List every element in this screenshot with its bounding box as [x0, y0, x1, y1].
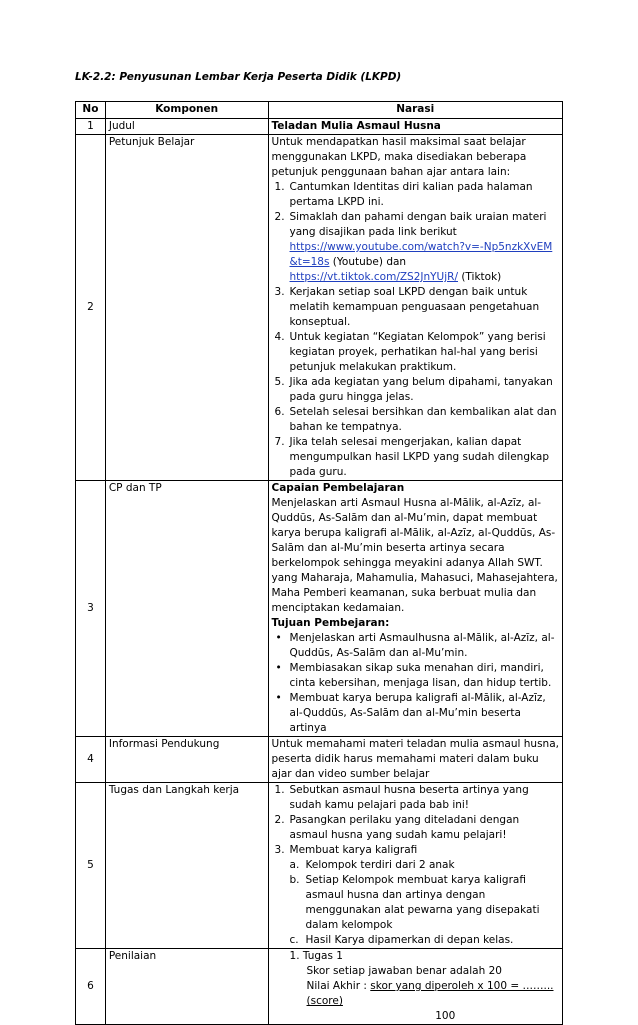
list-marker: 7.: [274, 436, 285, 448]
row-narasi: [268, 481, 562, 737]
list-item: [272, 631, 559, 661]
tp-list: [272, 631, 559, 736]
list-marker: 1.: [274, 181, 285, 193]
tiktok-suffix: (Tiktok): [458, 271, 502, 283]
list-item: [272, 783, 559, 813]
table-header-row: [76, 102, 563, 119]
list-marker: 3.: [274, 844, 285, 856]
petunjuk-intro: Untuk mendapatkan hasil maksimal saat belajar menggunakan LKPD, maka disediakan beberapa petunjuk penggunaan bahan ajar antara lain:: [271, 136, 527, 178]
header-komponen: Komponen: [105, 102, 268, 119]
list-item: [272, 405, 559, 435]
list-marker: 4.: [274, 331, 285, 343]
list-marker: 5.: [274, 376, 285, 388]
list-item: [272, 661, 559, 691]
list-item-text: Setelah selesai bersihkan dan kembalikan alat dan bahan ke tempatnya.: [289, 406, 557, 433]
table-row: [76, 135, 563, 481]
list-item-text: Membuat karya berupa kaligrafi al-Mālik, al-Azīz, al-Quddūs, As-Salām dan al-Mu’min beserta artinya: [289, 692, 546, 734]
document-page: [75, 70, 563, 1025]
table-row: [76, 949, 563, 1025]
list-item: [290, 858, 559, 873]
list-item: [272, 180, 559, 210]
bullet-marker: •: [275, 662, 282, 674]
row-narasi: Teladan Mulia Asmaul Husna: [268, 119, 562, 135]
skor-text: Skor setiap jawaban benar adalah 20: [306, 965, 502, 977]
list-item: [272, 813, 559, 843]
list-item-text: Setiap Kelompok membuat karya kaligrafi asmaul husna dan artinya dengan menggunakan alat pewarna yang disepakati dalam kelompok: [305, 874, 540, 931]
list-item: [272, 285, 559, 330]
nilai-formula: skor yang diperoleh x 100 = ……...(score): [306, 980, 554, 1007]
list-item-text: Hasil Karya dipamerkan di depan kelas.: [305, 934, 514, 946]
header-no: No: [76, 102, 106, 119]
row-komponen: Penilaian: [105, 949, 268, 1025]
row-komponen: Informasi Pendukung: [105, 737, 268, 783]
row-number: 5: [76, 783, 106, 949]
list-marker: 1.: [274, 784, 285, 796]
row-number: 3: [76, 481, 106, 737]
row-narasi: Untuk memahami materi teladan mulia asmaul husna, peserta didik harus memahami materi dalam buku ajar dan video sumber belajar: [268, 737, 562, 783]
list-marker: b.: [289, 874, 300, 886]
list-marker: 1.: [289, 950, 300, 962]
row-number: 1: [76, 119, 106, 135]
youtube-suffix: (Youtube) dan: [329, 256, 407, 268]
tiktok-link[interactable]: https://vt.tiktok.com/ZS2JnYUjR/: [289, 271, 458, 283]
penilaian-item: [272, 949, 559, 964]
list-marker: 3.: [274, 286, 285, 298]
list-item-text: Simaklah dan pahami dengan baik uraian materi yang disajikan pada link berikut: [289, 211, 547, 238]
row-number: 6: [76, 949, 106, 1025]
table-row: [76, 783, 563, 949]
bullet-marker: •: [275, 632, 282, 644]
list-marker: a.: [289, 859, 300, 871]
list-marker: 2.: [274, 814, 285, 826]
list-item-text: Kerjakan setiap soal LKPD dengan baik untuk melatih kemampuan penguasaan pengetahuan konseptual.: [289, 286, 540, 328]
lkpd-table: [75, 101, 563, 1025]
list-item: [272, 435, 559, 480]
list-item: [272, 330, 559, 375]
nilai-akhir: [272, 979, 559, 1009]
tp-heading: Tujuan Pembejaran:: [271, 617, 390, 629]
row-narasi: [268, 135, 562, 481]
list-item-text: Menjelaskan arti Asmaulhusna al-Mālik, al-Azīz, al-Quddūs, As-Salām dan al-Mu’min.: [289, 632, 555, 659]
list-item: [290, 873, 559, 933]
header-narasi: Narasi: [268, 102, 562, 119]
list-item-text: Cantumkan Identitas diri kalian pada halaman pertama LKPD ini.: [289, 181, 533, 208]
list-item: [272, 375, 559, 405]
tugas-sublist: [290, 858, 559, 948]
list-item-text: Kelompok terdiri dari 2 anak: [305, 859, 455, 871]
table-row: [76, 737, 563, 783]
document-title: LK-2.2: Penyusunan Lembar Kerja Peserta Didik (LKPD): [75, 71, 402, 83]
bullet-marker: •: [275, 692, 282, 704]
tugas-list: [272, 783, 559, 948]
list-item-text: Pasangkan perilaku yang diteladani dengan asmaul husna yang sudah kamu pelajari!: [289, 814, 520, 841]
petunjuk-list: [272, 180, 559, 480]
list-item: [272, 210, 559, 285]
list-item: [290, 933, 559, 948]
row-number: 4: [76, 737, 106, 783]
nilai-denominator: 100: [435, 1010, 456, 1022]
youtube-link[interactable]: https://www.youtube.com/watch?v=-Np5nzkXvEM&t=18s: [289, 241, 553, 268]
list-item: [272, 691, 559, 736]
list-marker: 6.: [274, 406, 285, 418]
table-row: [76, 119, 563, 135]
list-item-text: Jika ada kegiatan yang belum dipahami, tanyakan pada guru hingga jelas.: [289, 376, 553, 403]
row-number: 2: [76, 135, 106, 481]
row-narasi: [268, 949, 562, 1025]
nilai-prefix: Nilai Akhir :: [306, 980, 371, 992]
list-item-text: Untuk kegiatan “Kegiatan Kelompok” yang berisi kegiatan proyek, perhatikan hal-hal yang berisi petunjuk melakukan praktikum.: [289, 331, 546, 373]
list-item-text: Membiasakan sikap suka menahan diri, mandiri, cinta kebersihan, menjaga lisan, dan hidup tertib.: [289, 662, 552, 689]
list-item-text: Sebutkan asmaul husna beserta artinya yang sudah kamu pelajari pada bab ini!: [289, 784, 529, 811]
cp-heading: Capaian Pembelajaran: [271, 482, 405, 494]
cp-text: Menjelaskan arti Asmaul Husna al-Mālik, al-Azīz, al-Quddūs, As-Salām dan al-Mu’min, dapat membuat karya berupa kaligrafi al-Mālik, al-Azīz, al-Quddūs, As-Salām dan al-Mu’min beserta artinya secara berkelompok sehingga meyakini adanya Allah SWT. yang Maharaja, Mahamulia, Mahasuci, Mahasejahtera, Maha Pemberi keamanan, suka berbuat mulia dan menciptakan kedamaian.: [271, 497, 558, 614]
row-narasi: [268, 783, 562, 949]
table-row: [76, 481, 563, 737]
list-item-text: Jika telah selesai mengerjakan, kalian dapat mengumpulkan hasil LKPD yang sudah dilengkap pada guru.: [289, 436, 549, 478]
row-komponen: Petunjuk Belajar: [105, 135, 268, 481]
penilaian-label: Tugas 1: [302, 950, 343, 962]
row-komponen: Tugas dan Langkah kerja: [105, 783, 268, 949]
list-marker: c.: [289, 934, 299, 946]
row-komponen: CP dan TP: [105, 481, 268, 737]
row-komponen: Judul: [105, 119, 268, 135]
list-item-text: Membuat karya kaligrafi: [289, 844, 418, 856]
list-marker: 2.: [274, 211, 285, 223]
list-item: [272, 843, 559, 948]
